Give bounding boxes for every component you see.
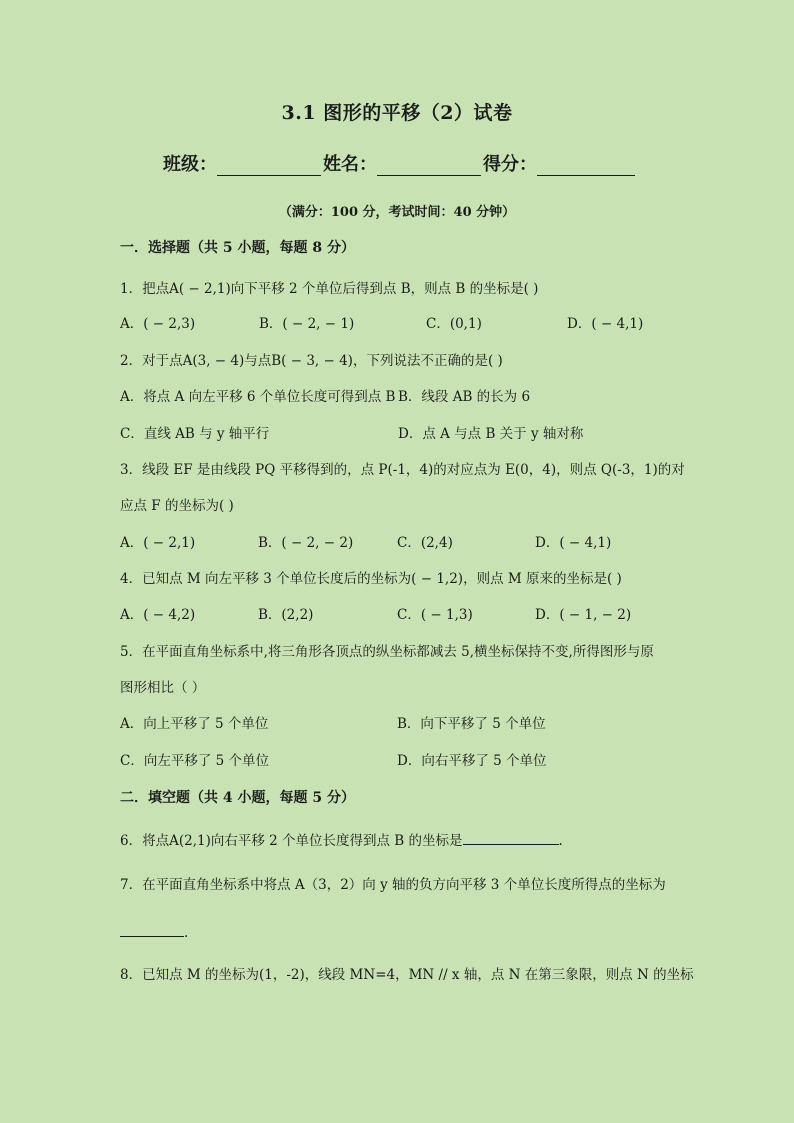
question-3-option-d[interactable]: D．( − 4,1) — [535, 535, 612, 551]
question-4-option-c[interactable]: C．( − 1,3) — [397, 607, 473, 623]
question-7-answer-line — [120, 922, 188, 942]
question-6 — [120, 830, 563, 850]
question-3-option-b[interactable]: B．( − 2, − 2) — [258, 535, 354, 551]
student-info-row — [163, 150, 637, 176]
question-5-stem-line1: 5．在平面直角坐标系中,将三角形各顶点的纵坐标都减去 5,横坐标保持不变,所得图形与原 — [120, 644, 654, 660]
question-5-stem-line2: 图形相比（ ） — [120, 680, 206, 696]
question-6-end: . — [558, 833, 563, 849]
score-blank[interactable] — [537, 153, 635, 176]
name-blank[interactable] — [377, 153, 481, 176]
class-label: 班级： — [163, 154, 217, 175]
question-5-option-d[interactable]: D．向右平移了 5 个单位 — [397, 753, 547, 769]
question-5-option-a[interactable]: A．向上平移了 5 个单位 — [120, 716, 269, 732]
question-2-option-a[interactable]: A．将点 A 向左平移 6 个单位长度可得到点 B — [120, 389, 396, 405]
question-4-option-d[interactable]: D．( − 1, − 2) — [535, 607, 632, 623]
question-3-stem-line2: 应点 F 的坐标为( ) — [120, 498, 234, 514]
question-3-option-c[interactable]: C．(2,4) — [397, 535, 453, 551]
question-6-answer-blank[interactable] — [463, 830, 559, 845]
question-6-stem: 6．将点A(2,1)向右平移 2 个单位长度得到点 B 的坐标是 — [120, 833, 463, 849]
class-blank[interactable] — [217, 153, 321, 176]
question-1-option-b[interactable]: B．( − 2, − 1) — [259, 316, 355, 332]
question-4-option-a[interactable]: A．( − 4,2) — [120, 607, 196, 623]
name-label: 姓名： — [323, 154, 377, 175]
question-3-option-a[interactable]: A．( − 2,1) — [120, 535, 196, 551]
question-2-option-c[interactable]: C．直线 AB 与 y 轴平行 — [120, 426, 270, 442]
score-label: 得分： — [483, 154, 537, 175]
question-8-stem: 8．已知点 M 的坐标为(1，-2)，线段 MN=4，MN // x 轴，点 N 在第三象限，则点 N 的坐标 — [120, 967, 694, 983]
question-7-answer-blank[interactable] — [120, 922, 184, 937]
question-4-option-b[interactable]: B．(2,2) — [258, 607, 314, 623]
question-4-stem: 4．已知点 M 向左平移 3 个单位长度后的坐标为( − 1,2)，则点 M 原来的坐标是( ) — [120, 571, 622, 587]
section-heading-fill: 二．填空题（共 4 小题，每题 5 分） — [120, 790, 355, 806]
question-7-stem: 7．在平面直角坐标系中将点 A（3，2）向 y 轴的负方向平移 3 个单位长度所得点的坐标为 — [120, 877, 666, 893]
question-1-option-a[interactable]: A．( − 2,3) — [120, 316, 196, 332]
question-2-option-b[interactable]: B．线段 AB 的长为 6 — [398, 389, 531, 405]
question-2-option-d[interactable]: D．点 A 与点 B 关于 y 轴对称 — [398, 426, 584, 442]
question-2-stem: 2．对于点A(3, − 4)与点B( − 3, − 4)，下列说法不正确的是( ) — [120, 353, 503, 369]
question-3-stem-line1: 3．线段 EF 是由线段 PQ 平移得到的，点 P(-1，4)的对应点为 E(0，4)，则点 Q(-3，1)的对 — [120, 462, 685, 478]
question-1-option-c[interactable]: C．(0,1) — [426, 316, 482, 332]
question-5-option-b[interactable]: B．向下平移了 5 个单位 — [397, 716, 546, 732]
question-7-end: . — [184, 925, 189, 941]
section-heading-choice: 一．选择题（共 5 小题，每题 8 分） — [120, 240, 355, 256]
question-5-option-c[interactable]: C．向左平移了 5 个单位 — [120, 753, 270, 769]
page-title: 3.1 图形的平移（2）试卷 — [281, 102, 513, 124]
question-1-stem: 1．把点A( − 2,1)向下平移 2 个单位后得到点 B，则点 B 的坐标是( ) — [120, 281, 539, 297]
question-1-option-d[interactable]: D．( − 4,1) — [567, 316, 644, 332]
exam-note: （满分：100 分，考试时间：40 分钟） — [278, 205, 516, 220]
